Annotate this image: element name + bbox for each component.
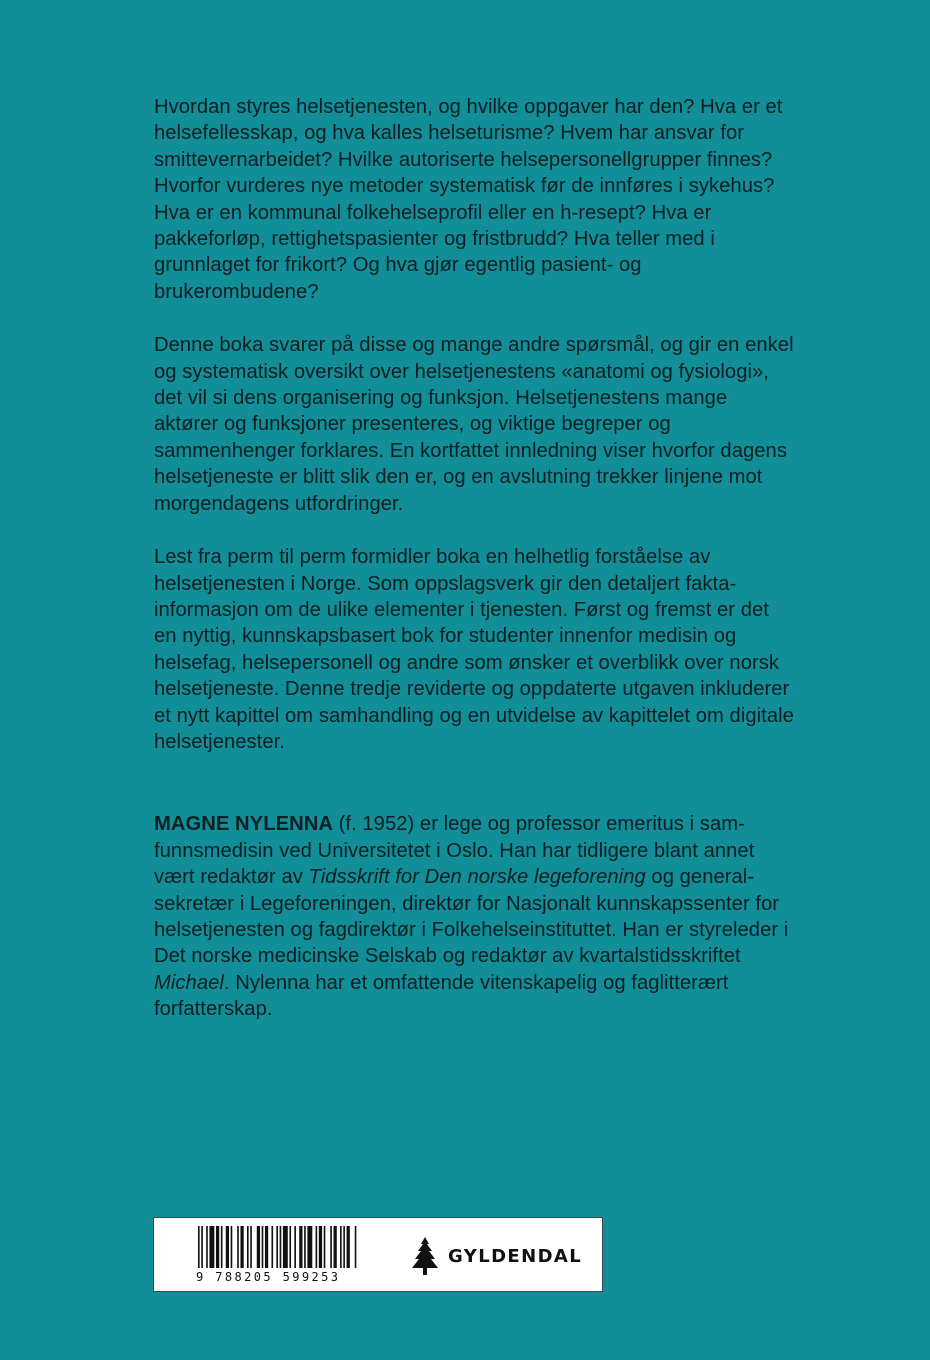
barcode-bar bbox=[280, 1226, 282, 1268]
tree-icon bbox=[410, 1236, 440, 1276]
barcode-bar bbox=[304, 1226, 306, 1268]
barcode-bar bbox=[265, 1226, 268, 1268]
barcode-bar bbox=[250, 1226, 252, 1268]
barcode-bar bbox=[324, 1226, 326, 1268]
isbn-number: 9 788205 599253 bbox=[196, 1270, 341, 1284]
barcode-bar bbox=[316, 1226, 318, 1268]
blurb-paragraph-questions: Hvordan styres helsetjenesten, og hvilke oppgaver har den? Hva er et helsefellesskap, og hva kalles helseturisme? Hvem har ansvar for smittevernarbeidet? Hvilke autoriserte helsepersonellgrupper finnes? Hvorfor vurderes nye metoder systematisk før de innføres i sykehus? Hva er en kommunal folkehelseprofil eller en h-resept? Hva er pakkeforløp, rettighetspasienter og fristbrudd? Hva teller med i grunnlaget for frikort? Og hva gjør egentlig pasient- og brukerombudene? bbox=[154, 96, 783, 303]
author-name: MAGNE NYLENNA bbox=[154, 813, 333, 836]
barcode-bar bbox=[271, 1226, 273, 1268]
author-bio-text-1: (f. 1952) er lege og professor emeritus i samfunnsmedisin ved Universitetet i Oslo. Han har tidligere blant annet vært redaktør av bbox=[154, 813, 755, 889]
blurb-paragraph-overview: Denne boka svarer på disse og mange andre spørsmål, og gir en enkel og systematisk oversikt over helsetjenestens «anatomi og fysiologi», det vil si dens organisering og funksjon. Helsetjenestens mange aktører og funksjoner presenteres, og viktige begreper og sammenhenger forklares. En kortfattet innledning viser hvorfor dagens helsetjeneste er blitt slik den er, og en avslutning trekker linjene mot morgendagens utfordringer. bbox=[154, 334, 794, 515]
barcode-bar bbox=[289, 1226, 291, 1268]
publisher-logo bbox=[410, 1236, 582, 1276]
barcode-bar bbox=[283, 1226, 288, 1268]
barcode-bar bbox=[262, 1226, 264, 1268]
barcode-bar bbox=[247, 1226, 249, 1268]
barcode-bar bbox=[221, 1226, 223, 1268]
barcode-bar bbox=[355, 1226, 357, 1268]
barcode-bar bbox=[231, 1226, 233, 1268]
magazine-title: Michael bbox=[154, 971, 224, 994]
barcode-bar bbox=[276, 1226, 278, 1268]
barcode-bar bbox=[294, 1226, 296, 1268]
barcode-panel bbox=[153, 1217, 603, 1292]
barcode-bar bbox=[330, 1226, 332, 1268]
barcode-bar bbox=[347, 1226, 350, 1268]
barcode-bar bbox=[209, 1226, 214, 1268]
barcode-bar bbox=[198, 1226, 200, 1268]
barcode-bar bbox=[240, 1226, 243, 1268]
barcode-bar bbox=[299, 1226, 302, 1268]
barcode-bar bbox=[216, 1226, 219, 1268]
publisher-name: GYLDENDAL bbox=[448, 1245, 583, 1267]
barcode-bar bbox=[340, 1226, 342, 1268]
barcode-bar bbox=[334, 1226, 337, 1268]
barcode-bar bbox=[206, 1226, 208, 1268]
author-bio-text-3: . Nylenna har et omfattende vitenskapelig og faglitterært forfatterskap. bbox=[154, 971, 729, 1021]
blurb-paragraph-audience: Lest fra perm til perm formidler boka en helhetlig forståelse av helsetjenesten i Norge. Som oppslagsverk gir den detaljert faktainformasjon om de ulike elementer i tjenesten. Først og fremst er det en nyttig, kunnskapsbasert bok for studenter innenfor medisin og helsefag, helsepersonell og andre som ønsker et overblikk over norsk helsetjeneste. Denne tredje reviderte og oppdaterte utgaven inkluderer et nytt kapittel om samhandling og en utvidelse av kapittelet om digitale helsetjenester. bbox=[154, 546, 794, 753]
author-bio bbox=[154, 811, 794, 1022]
barcode-bar bbox=[237, 1226, 239, 1268]
barcode-bar bbox=[201, 1226, 203, 1268]
journal-title: Tidsskrift for Den norske legeforening bbox=[308, 866, 646, 889]
barcode-bar bbox=[343, 1226, 345, 1268]
blurb-text bbox=[154, 94, 794, 1050]
author-bio-text-2: og generalsekretær i Legeforeningen, direktør for Nasjonalt kunnskapssenter for helsetjenesten og fagdirektør i Folkehelseinstituttet. Han er styreleder i Det norske medicinske Selskab og redaktør av kvartalstidsskriftet bbox=[154, 866, 789, 968]
barcode-bar bbox=[307, 1226, 312, 1268]
barcode-bar bbox=[319, 1226, 322, 1268]
barcode-bar bbox=[257, 1226, 260, 1268]
isbn-barcode bbox=[198, 1226, 358, 1268]
barcode-bar bbox=[226, 1226, 229, 1268]
